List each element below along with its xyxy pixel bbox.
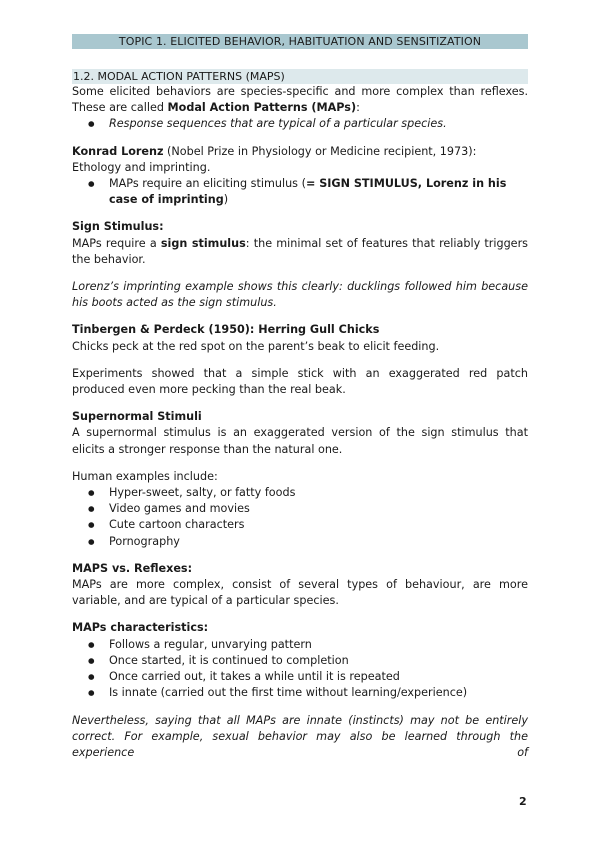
sign-pre: MAPs require a [72, 236, 161, 250]
intro-bullet: ● Response sequences that are typical of a particular species. [72, 116, 528, 132]
supernormal-heading [72, 409, 528, 425]
sign-italic: Lorenz’s imprinting example shows this clearly: ducklings followed him because his boots acted as the sign stimulus. [72, 280, 528, 310]
sign-paragraph [72, 236, 528, 268]
characteristics-heading-text: MAPs characteristics: [72, 621, 209, 635]
examples-list [72, 485, 528, 550]
list-item: ● Once carried out, it takes a while until it is repeated [72, 669, 528, 685]
list-item: ● Follows a regular, unvarying pattern [72, 637, 528, 653]
list-item: ● Cute cartoon characters [72, 517, 528, 533]
intro-list [72, 116, 528, 132]
lorenz-bullet [72, 176, 528, 208]
lorenz-bullet-pre: MAPs require an eliciting stimulus ( [109, 177, 306, 191]
sign-post: : the minimal set of features that reliably triggers the behavior. [72, 236, 528, 266]
lorenz-name: Konrad Lorenz [72, 144, 164, 158]
list-item: ● Pornography [72, 534, 528, 550]
document-page [72, 34, 528, 761]
page-number: 2 [519, 795, 527, 808]
section-header: 1.2. MODAL ACTION PATTERNS (MAPS) [72, 69, 528, 84]
intro-end: : [356, 101, 360, 115]
sign-heading-text: Sign Stimulus: [72, 220, 164, 234]
lorenz-bullet-end: ) [223, 193, 229, 207]
supernormal-text: A supernormal stimulus is an exaggerated version of the sign stimulus that elicits a stronger response than the natural one. [72, 426, 528, 456]
tinbergen-heading [72, 322, 528, 338]
sign-bold: sign stimulus [160, 236, 246, 250]
list-item: ● Video games and movies [72, 501, 528, 517]
list-item: ● Is innate (carried out the first time without learning/experience) [72, 685, 528, 701]
characteristics-heading [72, 620, 528, 636]
intro-paragraph [72, 84, 528, 116]
sign-heading [72, 219, 528, 235]
vs-heading [72, 561, 528, 577]
lorenz-rest: (Nobel Prize in Physiology or Medicine recipient, 1973): Ethology and imprinting. [72, 144, 477, 174]
supernormal-heading-text: Supernormal Stimuli [72, 410, 202, 424]
closing-paragraph: Nevertheless, saying that all MAPs are innate (instincts) may not be entirely correct. For example, sexual behavior may also be learned through the experience of [72, 713, 528, 759]
vs-heading-text: MAPS vs. Reflexes: [72, 561, 193, 575]
characteristics-list [72, 637, 528, 702]
examples-intro: Human examples include: [72, 469, 218, 483]
vs-text: MAPs are more complex, consist of several types of behaviour, are more variable, and are typical of a particular species. [72, 578, 528, 608]
tinbergen-line1: Chicks peck at the red spot on the parent’s beak to elicit feeding. [72, 339, 440, 353]
lorenz-list [72, 176, 528, 208]
lorenz-paragraph [72, 144, 528, 176]
list-item: ● Once started, it is continued to completion [72, 653, 528, 669]
intro-bold: Modal Action Patterns (MAPs) [167, 101, 357, 115]
tinbergen-line2: Experiments showed that a simple stick with an exaggerated red patch produced even more pecking than the real beak. [72, 366, 528, 397]
lorenz-bullet-bold: = SIGN STIMULUS, Lorenz in his case of imprinting [109, 177, 507, 207]
intro-text: Some elicited behaviors are species-specific and more complex than reflexes. These are called [72, 85, 528, 115]
list-item: ● Hyper-sweet, salty, or fatty foods [72, 485, 528, 501]
tinbergen-heading-text: Tinbergen & Perdeck (1950): Herring Gull Chicks [72, 323, 380, 337]
topic-header: TOPIC 1. ELICITED BEHAVIOR, HABITUATION AND SENSITIZATION [72, 34, 528, 49]
